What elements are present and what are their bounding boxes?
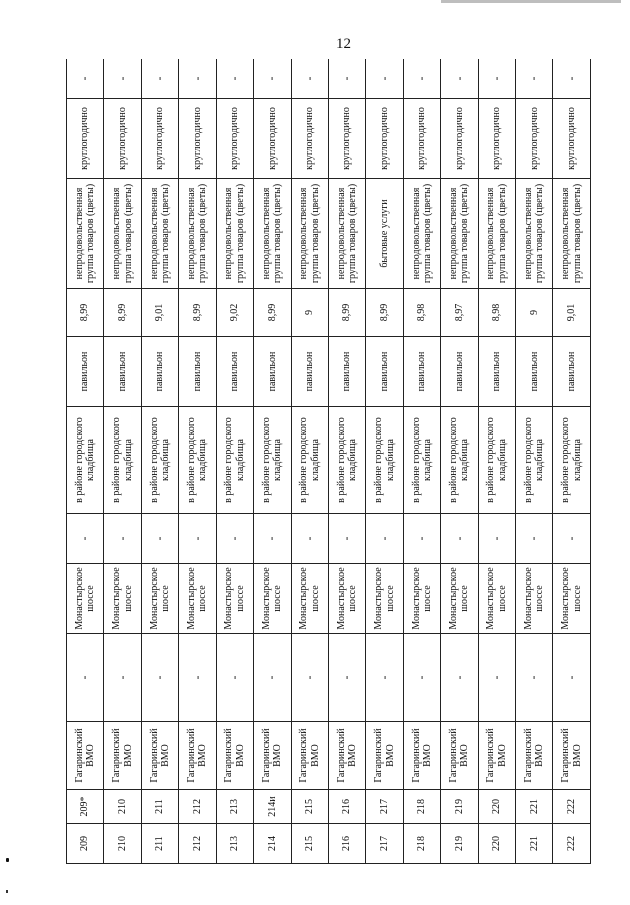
object-code-cell: 209* <box>67 790 104 824</box>
street-cell: Монастырское шоссе <box>441 564 478 634</box>
dash-cell: - <box>179 59 216 99</box>
period-cell: круглогодично <box>291 99 328 179</box>
dash-cell: - <box>291 634 328 722</box>
trade-objects-table <box>66 59 591 864</box>
object-type-cell: павильон <box>104 337 141 407</box>
street-cell: Монастырское шоссе <box>254 564 291 634</box>
dash-cell: - <box>67 59 104 99</box>
dash-cell: - <box>104 634 141 722</box>
row-number-cell: 217 <box>366 824 403 864</box>
period-cell: круглогодично <box>254 99 291 179</box>
object-type-cell: павильон <box>366 337 403 407</box>
area-cell: 9,01 <box>553 289 591 337</box>
specialization-cell: непродовольственная группа товаров (цветы) <box>67 179 104 289</box>
specialization-cell: непродовольственная группа товаров (цветы) <box>328 179 365 289</box>
dash-cell: - <box>179 514 216 564</box>
district-cell: Гагаринский ВМО <box>179 722 216 790</box>
scan-speck <box>6 858 9 862</box>
area-cell: 9 <box>291 289 328 337</box>
specialization-cell: непродовольственная группа товаров (цветы) <box>403 179 440 289</box>
object-type-cell: павильон <box>291 337 328 407</box>
row-number-cell: 218 <box>403 824 440 864</box>
dash-cell: - <box>441 59 478 99</box>
street-cell: Монастырское шоссе <box>403 564 440 634</box>
row-number-cell: 221 <box>516 824 553 864</box>
table-row <box>179 59 216 864</box>
specialization-cell: непродовольственная группа товаров (цветы) <box>254 179 291 289</box>
area-cell: 9 <box>516 289 553 337</box>
row-number-cell: 220 <box>478 824 515 864</box>
location-cell: в районе городского кладбища <box>403 407 440 514</box>
area-cell: 8,99 <box>104 289 141 337</box>
dash-cell: - <box>516 59 553 99</box>
location-cell: в районе городского кладбища <box>179 407 216 514</box>
rotated-table-container <box>66 59 591 864</box>
street-cell: Монастырское шоссе <box>366 564 403 634</box>
location-cell: в районе городского кладбища <box>328 407 365 514</box>
area-cell: 9,02 <box>216 289 253 337</box>
street-cell: Монастырское шоссе <box>104 564 141 634</box>
district-cell: Гагаринский ВМО <box>216 722 253 790</box>
object-code-cell: 211 <box>141 790 178 824</box>
location-cell: в районе городского кладбища <box>553 407 591 514</box>
area-cell: 8,98 <box>478 289 515 337</box>
object-code-cell: 213 <box>216 790 253 824</box>
table-row <box>216 59 253 864</box>
row-number-cell: 211 <box>141 824 178 864</box>
specialization-cell: непродовольственная группа товаров (цветы) <box>478 179 515 289</box>
district-cell: Гагаринский ВМО <box>104 722 141 790</box>
location-cell: в районе городского кладбища <box>104 407 141 514</box>
area-cell: 8,99 <box>328 289 365 337</box>
table-row <box>291 59 328 864</box>
period-cell: круглогодично <box>478 99 515 179</box>
dash-cell: - <box>179 634 216 722</box>
object-code-cell: 210 <box>104 790 141 824</box>
street-cell: Монастырское шоссе <box>328 564 365 634</box>
area-cell: 8,99 <box>179 289 216 337</box>
period-cell: круглогодично <box>216 99 253 179</box>
table-row <box>403 59 440 864</box>
dash-cell: - <box>403 59 440 99</box>
table-row <box>141 59 178 864</box>
area-cell: 8,99 <box>366 289 403 337</box>
dash-cell: - <box>254 634 291 722</box>
specialization-cell: непродовольственная группа товаров (цветы) <box>441 179 478 289</box>
location-cell: в районе городского кладбища <box>254 407 291 514</box>
object-code-cell: 220 <box>478 790 515 824</box>
street-cell: Монастырское шоссе <box>516 564 553 634</box>
street-cell: Монастырское шоссе <box>216 564 253 634</box>
district-cell: Гагаринский ВМО <box>328 722 365 790</box>
street-cell: Монастырское шоссе <box>553 564 591 634</box>
location-cell: в районе городского кладбища <box>366 407 403 514</box>
period-cell: круглогодично <box>67 99 104 179</box>
table-row <box>553 59 591 864</box>
district-cell: Гагаринский ВМО <box>403 722 440 790</box>
dash-cell: - <box>104 59 141 99</box>
specialization-cell: непродовольственная группа товаров (цветы) <box>104 179 141 289</box>
district-cell: Гагаринский ВМО <box>441 722 478 790</box>
table-row <box>516 59 553 864</box>
location-cell: в районе городского кладбища <box>216 407 253 514</box>
dash-cell: - <box>366 514 403 564</box>
row-number-cell: 212 <box>179 824 216 864</box>
area-cell: 9,01 <box>141 289 178 337</box>
period-cell: круглогодично <box>179 99 216 179</box>
object-type-cell: павильон <box>179 337 216 407</box>
specialization-cell: непродовольственная группа товаров (цветы) <box>516 179 553 289</box>
period-cell: круглогодично <box>366 99 403 179</box>
dash-cell: - <box>366 634 403 722</box>
row-number-cell: 214 <box>254 824 291 864</box>
row-number-cell: 209 <box>67 824 104 864</box>
dash-cell: - <box>291 59 328 99</box>
dash-cell: - <box>441 634 478 722</box>
street-cell: Монастырское шоссе <box>179 564 216 634</box>
object-type-cell: павильон <box>141 337 178 407</box>
object-code-cell: 212 <box>179 790 216 824</box>
object-type-cell: павильон <box>403 337 440 407</box>
dash-cell: - <box>216 634 253 722</box>
dash-cell: - <box>478 514 515 564</box>
dash-cell: - <box>254 59 291 99</box>
district-cell: Гагаринский ВМО <box>478 722 515 790</box>
dash-cell: - <box>441 514 478 564</box>
row-number-cell: 216 <box>328 824 365 864</box>
object-code-cell: 221 <box>516 790 553 824</box>
dash-cell: - <box>328 634 365 722</box>
object-type-cell: павильон <box>216 337 253 407</box>
period-cell: круглогодично <box>403 99 440 179</box>
document-table-area <box>66 59 591 864</box>
street-cell: Монастырское шоссе <box>291 564 328 634</box>
row-number-cell: 210 <box>104 824 141 864</box>
row-number-cell: 215 <box>291 824 328 864</box>
specialization-cell: непродовольственная группа товаров (цветы) <box>141 179 178 289</box>
area-cell: 8,98 <box>403 289 440 337</box>
specialization-cell: непродовольственная группа товаров (цветы) <box>216 179 253 289</box>
dash-cell: - <box>216 59 253 99</box>
specialization-cell: бытовые услуги <box>366 179 403 289</box>
object-type-cell: павильон <box>516 337 553 407</box>
object-type-cell: павильон <box>478 337 515 407</box>
area-cell: 8,99 <box>254 289 291 337</box>
object-code-cell: 218 <box>403 790 440 824</box>
dash-cell: - <box>67 514 104 564</box>
dash-cell: - <box>516 634 553 722</box>
dash-cell: - <box>553 634 591 722</box>
dash-cell: - <box>141 634 178 722</box>
location-cell: в районе городского кладбища <box>291 407 328 514</box>
dash-cell: - <box>366 59 403 99</box>
location-cell: в районе городского кладбища <box>141 407 178 514</box>
object-code-cell: 214и <box>254 790 291 824</box>
table-row <box>67 59 104 864</box>
dash-cell: - <box>478 59 515 99</box>
location-cell: в районе городского кладбища <box>478 407 515 514</box>
dash-cell: - <box>141 514 178 564</box>
area-cell: 8,97 <box>441 289 478 337</box>
object-type-cell: павильон <box>441 337 478 407</box>
object-code-cell: 222 <box>553 790 591 824</box>
object-code-cell: 216 <box>328 790 365 824</box>
period-cell: круглогодично <box>516 99 553 179</box>
table-row <box>366 59 403 864</box>
area-cell: 8,99 <box>67 289 104 337</box>
table-row <box>254 59 291 864</box>
district-cell: Гагаринский ВМО <box>366 722 403 790</box>
dash-cell: - <box>104 514 141 564</box>
district-cell: Гагаринский ВМО <box>141 722 178 790</box>
period-cell: круглогодично <box>553 99 591 179</box>
dash-cell: - <box>478 634 515 722</box>
district-cell: Гагаринский ВМО <box>254 722 291 790</box>
district-cell: Гагаринский ВМО <box>67 722 104 790</box>
dash-cell: - <box>553 514 591 564</box>
page-number: 12 <box>336 36 351 52</box>
table-body <box>67 59 591 864</box>
object-type-cell: павильон <box>328 337 365 407</box>
period-cell: круглогодично <box>441 99 478 179</box>
location-cell: в районе городского кладбища <box>441 407 478 514</box>
row-number-cell: 213 <box>216 824 253 864</box>
table-row <box>441 59 478 864</box>
dash-cell: - <box>67 634 104 722</box>
scan-edge-line <box>441 0 621 3</box>
row-number-cell: 222 <box>553 824 591 864</box>
object-type-cell: павильон <box>553 337 591 407</box>
location-cell: в районе городского кладбища <box>67 407 104 514</box>
dash-cell: - <box>403 514 440 564</box>
object-code-cell: 217 <box>366 790 403 824</box>
street-cell: Монастырское шоссе <box>141 564 178 634</box>
specialization-cell: непродовольственная группа товаров (цветы) <box>553 179 591 289</box>
row-number-cell: 219 <box>441 824 478 864</box>
scan-speck <box>6 890 8 893</box>
dash-cell: - <box>328 514 365 564</box>
period-cell: круглогодично <box>328 99 365 179</box>
dash-cell: - <box>216 514 253 564</box>
dash-cell: - <box>254 514 291 564</box>
period-cell: круглогодично <box>141 99 178 179</box>
object-type-cell: павильон <box>67 337 104 407</box>
dash-cell: - <box>291 514 328 564</box>
object-code-cell: 219 <box>441 790 478 824</box>
period-cell: круглогодично <box>104 99 141 179</box>
specialization-cell: непродовольственная группа товаров (цветы) <box>179 179 216 289</box>
location-cell: в районе городского кладбища <box>516 407 553 514</box>
dash-cell: - <box>328 59 365 99</box>
district-cell: Гагаринский ВМО <box>291 722 328 790</box>
specialization-cell: непродовольственная группа товаров (цветы) <box>291 179 328 289</box>
dash-cell: - <box>553 59 591 99</box>
dash-cell: - <box>516 514 553 564</box>
district-cell: Гагаринский ВМО <box>553 722 591 790</box>
dash-cell: - <box>403 634 440 722</box>
table-row <box>478 59 515 864</box>
table-row <box>328 59 365 864</box>
object-type-cell: павильон <box>254 337 291 407</box>
street-cell: Монастырское шоссе <box>67 564 104 634</box>
table-row <box>104 59 141 864</box>
object-code-cell: 215 <box>291 790 328 824</box>
district-cell: Гагаринский ВМО <box>516 722 553 790</box>
street-cell: Монастырское шоссе <box>478 564 515 634</box>
dash-cell: - <box>141 59 178 99</box>
